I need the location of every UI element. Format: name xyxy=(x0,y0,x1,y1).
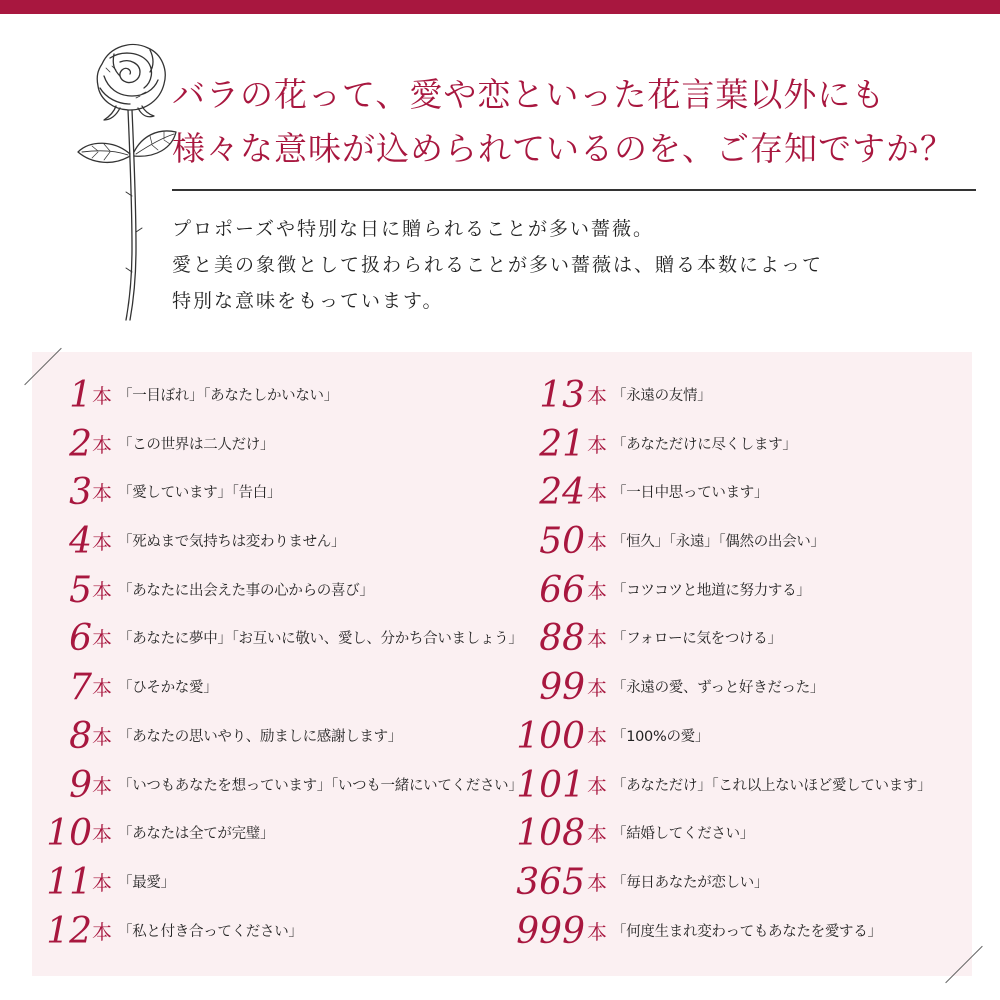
rose-count-wrap xyxy=(506,615,585,663)
meaning-row xyxy=(40,567,520,616)
rose-count-wrap xyxy=(40,469,92,517)
rose-count-unit: 本 xyxy=(92,919,112,944)
meaning-row xyxy=(40,664,520,713)
rose-count-unit: 本 xyxy=(92,676,112,701)
meaning-row xyxy=(40,469,520,518)
rose-count-wrap xyxy=(40,421,92,469)
meaning-row xyxy=(506,810,976,859)
rose-count-number: 100 xyxy=(516,715,585,757)
rose-count-meaning: 「あなたの思いやり、励ましに感謝します」 xyxy=(118,728,402,745)
headline-line-1: バラの花って、愛や恋といった花言葉以外にも xyxy=(172,75,886,114)
meaning-row xyxy=(40,615,523,664)
rose-count-unit: 本 xyxy=(587,481,607,506)
headline-divider xyxy=(172,189,976,191)
rose-count-meaning: 「ひそかな愛」 xyxy=(118,680,218,697)
rose-count-number: 5 xyxy=(69,569,92,611)
rose-count-meaning: 「100%の愛」 xyxy=(612,728,710,745)
rose-count-number: 66 xyxy=(539,569,585,611)
rose-count-wrap xyxy=(40,810,92,858)
rose-count-number: 6 xyxy=(69,618,92,660)
meaning-row xyxy=(40,372,520,421)
meaning-row xyxy=(506,567,976,616)
rose-count-number: 99 xyxy=(539,667,585,709)
rose-count-meaning: 「この世界は二人だけ」 xyxy=(118,436,275,453)
rose-count-number: 50 xyxy=(539,521,585,563)
rose-count-meaning: 「永遠の愛、ずっと好きだった」 xyxy=(612,680,825,697)
rose-count-wrap xyxy=(506,518,585,566)
rose-count-meaning: 「いつもあなたを想っています」「いつも一緒にいてください」 xyxy=(118,777,523,794)
rose-count-wrap xyxy=(506,762,585,810)
rose-count-wrap xyxy=(506,810,585,858)
rose-count-number: 8 xyxy=(69,715,92,757)
rose-count-wrap xyxy=(40,518,92,566)
meaning-row xyxy=(506,664,976,713)
rose-count-unit: 本 xyxy=(587,724,607,749)
meaning-row xyxy=(506,469,976,518)
meaning-row xyxy=(40,810,520,859)
rose-count-number: 9 xyxy=(69,764,92,806)
rose-count-unit: 本 xyxy=(587,822,607,847)
rose-count-unit: 本 xyxy=(587,676,607,701)
meaning-row xyxy=(40,762,523,811)
rose-count-wrap xyxy=(506,859,585,907)
rose-count-unit: 本 xyxy=(92,773,112,798)
rose-count-wrap xyxy=(506,372,585,420)
rose-count-wrap xyxy=(40,372,92,420)
rose-count-number: 108 xyxy=(516,813,585,855)
meaning-row xyxy=(506,518,976,567)
rose-count-wrap xyxy=(506,421,585,469)
meaning-row xyxy=(506,859,976,908)
rose-count-unit: 本 xyxy=(587,530,607,555)
meaning-row xyxy=(506,762,976,811)
meanings-column-left xyxy=(40,372,523,956)
rose-count-wrap xyxy=(40,567,92,615)
rose-count-number: 88 xyxy=(539,618,585,660)
rose-count-number: 365 xyxy=(516,861,585,903)
meaning-row xyxy=(506,615,976,664)
rose-count-meaning: 「フォローに気をつける」 xyxy=(612,631,782,648)
meaning-row xyxy=(40,421,520,470)
meaning-row xyxy=(40,859,520,908)
rose-count-meaning: 「あなただけに尽くします」 xyxy=(612,436,797,453)
rose-count-number: 7 xyxy=(69,667,92,709)
rose-count-meaning: 「何度生まれ変わってもあなたを愛する」 xyxy=(612,923,882,940)
rose-count-meaning: 「あなたに夢中」「お互いに敬い、愛し、分かち合いましょう」 xyxy=(118,631,523,648)
intro-line-3: 特別な意味をもっています。 xyxy=(172,290,444,312)
top-accent-bar xyxy=(0,0,1000,14)
rose-count-unit: 本 xyxy=(587,384,607,408)
rose-count-wrap xyxy=(40,762,92,810)
rose-count-meaning: 「愛しています」「告白」 xyxy=(118,485,282,502)
headline xyxy=(172,68,972,176)
meaning-row xyxy=(40,908,520,957)
rose-count-meaning: 「私と付き合ってください」 xyxy=(118,923,303,940)
rose-count-meaning: 「死ぬまで気持ちは変わりません」 xyxy=(118,534,346,551)
rose-count-unit: 本 xyxy=(587,432,607,457)
rose-count-number: 12 xyxy=(46,910,92,952)
rose-count-unit: 本 xyxy=(92,724,112,749)
rose-count-wrap xyxy=(40,908,92,956)
rose-count-number: 13 xyxy=(539,375,585,416)
rose-count-unit: 本 xyxy=(587,773,607,798)
rose-count-wrap xyxy=(506,713,585,761)
meaning-row xyxy=(506,421,976,470)
rose-count-meaning: 「あなたは全てが完璧」 xyxy=(118,826,275,843)
meaning-row xyxy=(40,518,520,567)
intro-text xyxy=(172,211,952,319)
rose-count-unit: 本 xyxy=(92,822,112,847)
rose-count-unit: 本 xyxy=(587,578,607,603)
rose-count-wrap xyxy=(506,908,585,956)
meaning-row xyxy=(506,908,976,957)
rose-count-unit: 本 xyxy=(587,919,607,944)
rose-count-number: 101 xyxy=(516,764,585,806)
rose-count-number: 1 xyxy=(69,375,92,416)
meaning-row xyxy=(506,713,976,762)
rose-count-number: 21 xyxy=(539,423,585,465)
rose-count-number: 2 xyxy=(69,423,92,465)
headline-line-2: 様々な意味が込められているのを、ご存知ですか？ xyxy=(172,129,954,168)
rose-count-wrap xyxy=(40,664,92,712)
meanings-column-right xyxy=(506,372,976,956)
rose-count-meaning: 「あなたに出会えた事の心からの喜び」 xyxy=(118,582,374,599)
rose-count-wrap xyxy=(40,713,92,761)
rose-count-meaning: 「毎日あなたが恋しい」 xyxy=(612,874,769,891)
rose-count-number: 10 xyxy=(46,813,92,855)
rose-count-unit: 本 xyxy=(92,384,112,408)
rose-count-unit: 本 xyxy=(92,530,112,555)
rose-count-meaning: 「恒久」「永遠」「偶然の出会い」 xyxy=(612,534,825,551)
rose-count-unit: 本 xyxy=(587,627,607,652)
rose-count-meaning: 「結婚してください」 xyxy=(612,826,754,843)
meaning-row xyxy=(40,713,520,762)
rose-count-unit: 本 xyxy=(92,578,112,603)
rose-count-meaning: 「一目ぼれ」「あなたしかいない」 xyxy=(118,388,338,404)
meaning-row xyxy=(506,372,976,421)
rose-count-unit: 本 xyxy=(92,627,112,652)
rose-count-number: 3 xyxy=(69,472,92,514)
rose-count-wrap xyxy=(40,615,92,663)
rose-count-number: 11 xyxy=(46,861,92,903)
rose-count-number: 24 xyxy=(539,472,585,514)
rose-count-number: 999 xyxy=(516,910,585,952)
rose-count-number: 4 xyxy=(69,521,92,563)
rose-count-meaning: 「一日中思っています」 xyxy=(612,485,769,502)
rose-count-meaning: 「あなただけ」「これ以上ないほど愛しています」 xyxy=(612,777,932,794)
intro-line-1: プロポーズや特別な日に贈られることが多い薔薇。 xyxy=(172,218,655,240)
rose-count-meaning: 「最愛」 xyxy=(118,874,175,891)
rose-count-wrap xyxy=(40,859,92,907)
rose-count-meaning: 「コツコツと地道に努力する」 xyxy=(612,582,811,599)
intro-line-2: 愛と美の象徴として扱わられることが多い薔薇は、贈る本数によって xyxy=(172,254,824,276)
rose-count-unit: 本 xyxy=(587,870,607,895)
rose-count-unit: 本 xyxy=(92,432,112,457)
rose-count-wrap xyxy=(506,469,585,517)
rose-count-wrap xyxy=(506,664,585,712)
rose-count-unit: 本 xyxy=(92,870,112,895)
rose-count-meaning: 「永遠の友情」 xyxy=(612,388,712,404)
rose-count-unit: 本 xyxy=(92,481,112,506)
rose-count-wrap xyxy=(506,567,585,615)
